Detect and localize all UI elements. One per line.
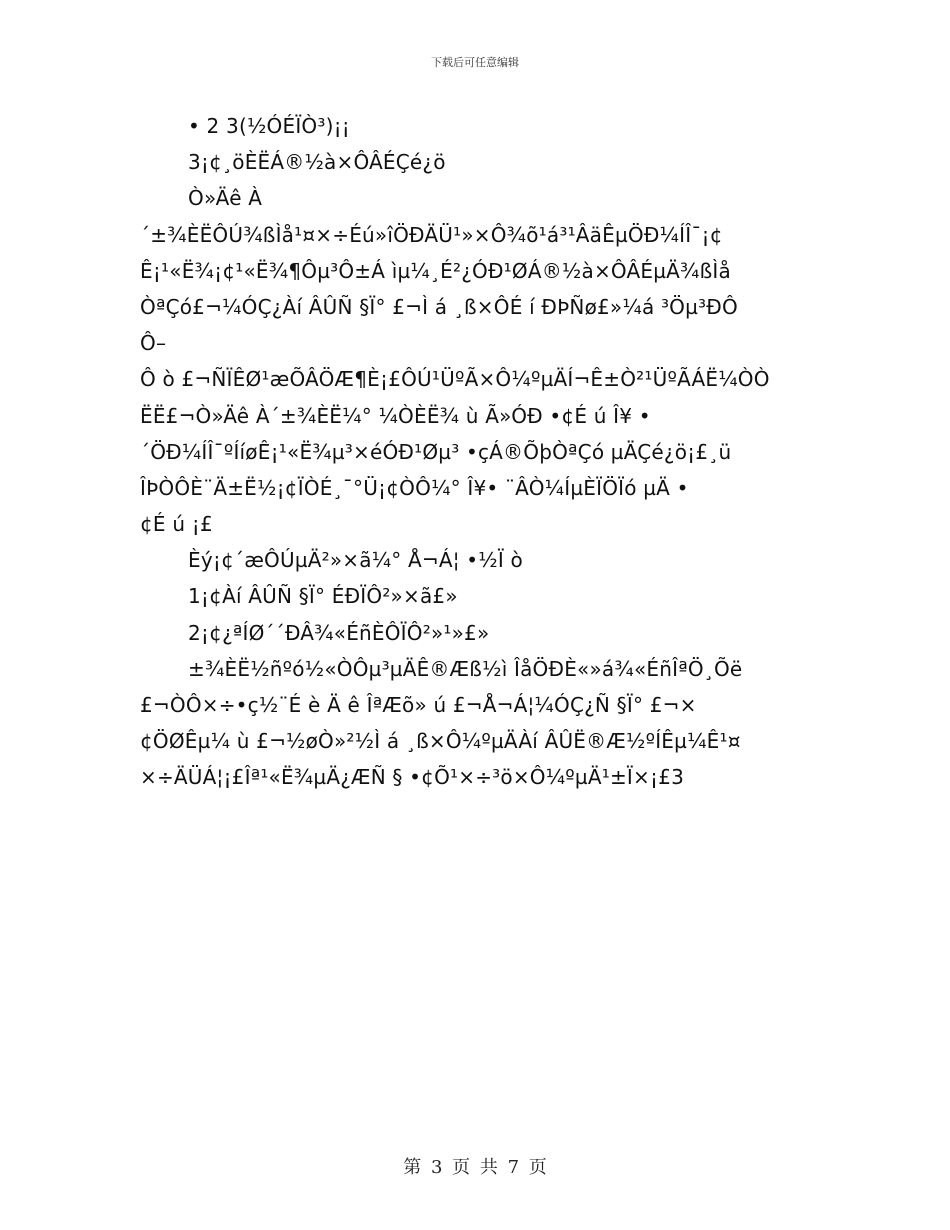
page-footer: 第 3 页 共 7 页: [403, 1157, 547, 1178]
body-line: ÎÞÒÔÈ¨Ä±Ë½¡¢ÏÒÉ¸¯°Ü¡¢ÒÔ¼° Î¥• ¨ÂÒ¼ÍµÈÏÖÏó µÄ •: [140, 475, 689, 500]
body-line: 3¡¢¸öÈËÁ®½à×ÔÂÉÇé¿ö: [188, 150, 446, 175]
body-line: Ê¡¹«Ë¾¡¢¹«Ë¾¶Ôµ³Ô±Á ìµ¼¸É²¿ÓÐ¹ØÁ®½à×ÔÂÉµÄ¾ßÌå: [140, 258, 731, 283]
body-line: 2¡¢¿ªÍØ´´ÐÂ¾«ÉñÈÔÏÔ²»¹»£»: [188, 620, 490, 645]
body-line: ÒªÇó£¬¼ÓÇ¿Àí ÂÛÑ §Ï° £¬Ì á ¸ß×ÔÉ í ÐÞÑø£»¼á ³Öµ³ÐÔ: [140, 294, 738, 319]
body-line: Ô ò £¬ÑÏÊØ¹æÕÂÖÆ¶È¡£ÔÚ¹ÜºÃ×Ô¼ºµÄÍ¬Ê±Ò²¹ÜºÃÁË¼ÒÒ: [140, 367, 770, 392]
body-line: ´ÖÐ¼ÍÎ¯ºÍíøÊ¡¹«Ë¾µ³×éÓÐ¹Øµ³ •çÁ®ÕþÒªÇó µÄÇé¿ö¡£¸ü: [140, 439, 732, 464]
body-line: ËË£¬Ò»Äê À´±¾ÈË¼° ¼ÒÈË¾ ù Ã»ÓÐ •¢É ú Î¥ •: [140, 403, 651, 428]
body-line: • 2 3(½ÓÉÏÒ³)¡¡: [188, 114, 351, 138]
body-line: ¢É ú ¡£: [140, 512, 213, 537]
body-line: Èý¡¢´æÔÚµÄ²»×ã¼° Å¬Á¦ •½Ï ò: [188, 548, 523, 573]
body-line: ±¾ÈË½ñºó½«ÒÔµ³µÄÊ®Æß½ì ÎåÖÐÈ«»á¾«ÉñÎªÖ¸Õë: [188, 656, 743, 681]
document-body: [140, 108, 820, 796]
body-line: £¬ÒÔ×÷•ç½¨É è Ä ê ÎªÆõ» ú £¬Å¬Á¦¼ÓÇ¿Ñ §Ï° £¬×: [140, 693, 697, 717]
body-line: ´±¾ÈËÔÚ¾ßÌå¹¤×÷Éú»îÖÐÄÜ¹»×Ô¾õ¹á³¹ÂäÊµÖÐ¼ÍÎ¯¡¢: [140, 222, 723, 247]
body-line: ¢ÖØÊµ¼ ù £¬½øÒ»²½Ì á ¸ß×Ô¼ºµÄÀí ÂÛË®Æ½ºÍÊµ¼Ê¹¤: [140, 729, 741, 754]
page-header: 下载后可任意编辑: [431, 56, 519, 69]
body-line: Ò»Äê À: [188, 186, 263, 211]
body-line: 1¡¢Àí ÂÛÑ §Ï° ÉÐÏÔ²»×ã£»: [188, 584, 458, 609]
body-line: ×÷ÄÜÁ¦¡£Îª¹«Ë¾µÄ¿ÆÑ § •¢Õ¹×÷³ö×Ô¼ºµÄ¹±Ï×¡£3: [140, 765, 685, 790]
body-line: Ô–: [140, 331, 167, 356]
